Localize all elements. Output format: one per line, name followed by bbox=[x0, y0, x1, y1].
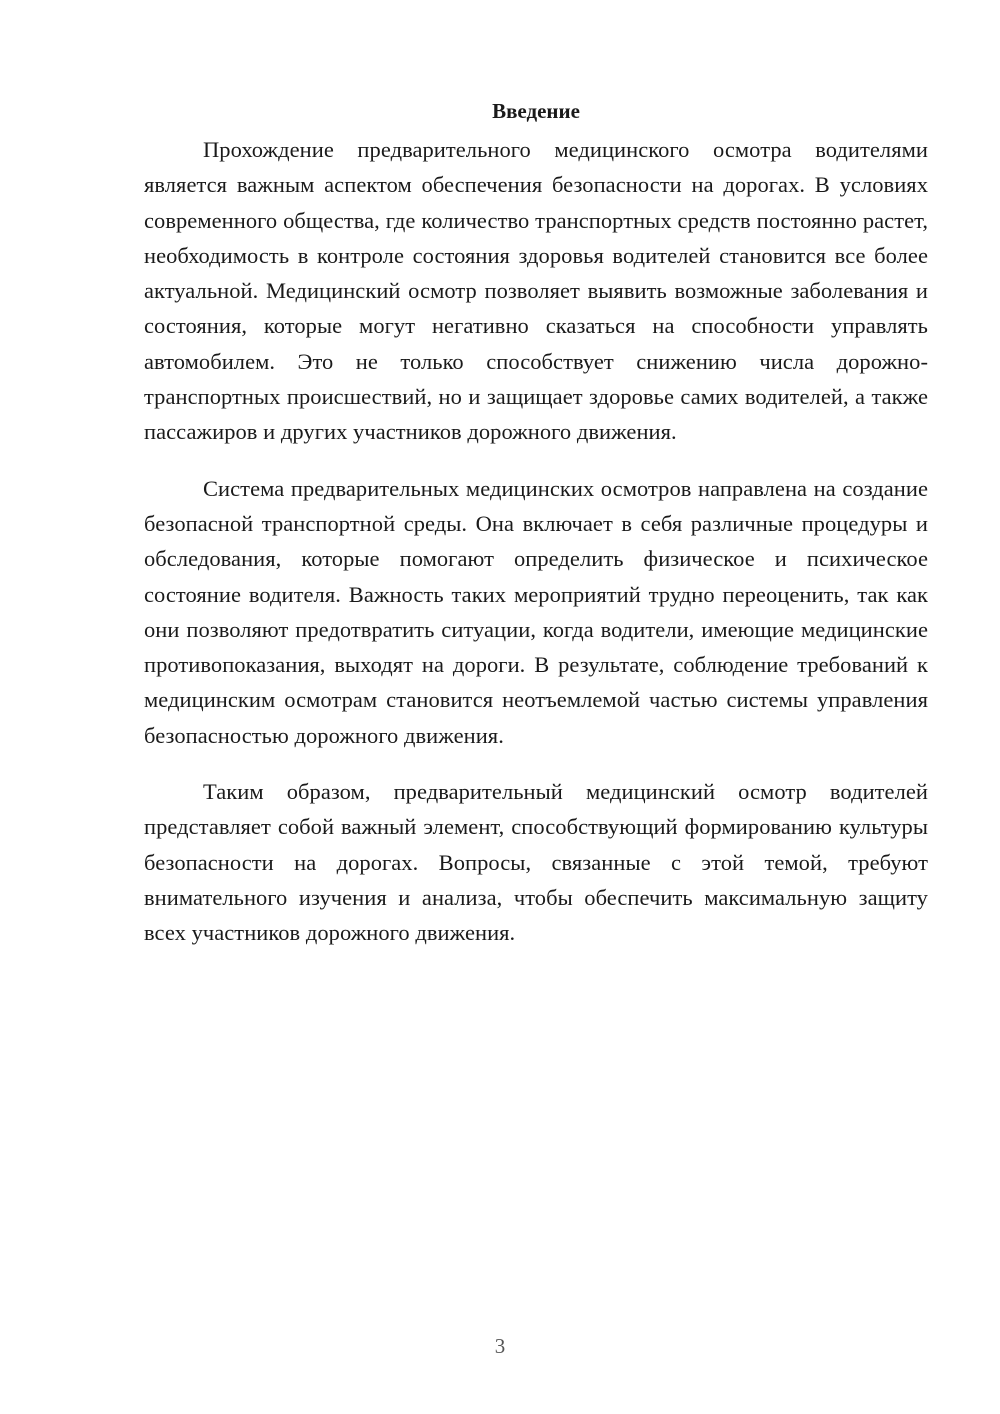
section-heading: Введение bbox=[492, 99, 580, 123]
page-number: 3 bbox=[494, 1334, 506, 1358]
paragraph: Система предварительных медицинских осмотров направлена на создание безопасной транспортной среды. Она включает в себя различные процедуры и обследования, которые помогают определить физическое и психическое состояние водителя. Важность таких мероприятий трудно переоценить, так как они позволяют предотвратить ситуации, когда водители, имеющие медицинские противопоказания, выходят на дороги. В результате, соблюдение требований к медицинским осмотрам становится неотъемлемой частью системы управления безопасностью дорожного движения. bbox=[144, 475, 928, 748]
paragraph: Прохождение предварительного медицинского осмотра водителями является важным аспектом обеспечения безопасности на дорогах. В условиях современного общества, где количество транспортных средств постоянно растет, необходимость в контроле состояния здоровья водителей становится все более актуальной. Медицинский осмотр позволяет выявить возможные заболевания и состояния, которые могут негативно сказаться на способности управлять автомобилем. Это не только способствует снижению числа дорожно-транспортных происшествий, но и защищает здоровье самих водителей, а также пассажиров и других участников дорожного движения. bbox=[144, 137, 928, 445]
paragraph: Таким образом, предварительный медицинский осмотр водителей представляет собой важный элемент, способствующий формированию культуры безопасности на дорогах. Вопросы, связанные с этой темой, требуют внимательного изучения и анализа, чтобы обеспечить максимальную защиту всех участников дорожного движения. bbox=[144, 779, 928, 946]
page-content bbox=[144, 96, 928, 972]
